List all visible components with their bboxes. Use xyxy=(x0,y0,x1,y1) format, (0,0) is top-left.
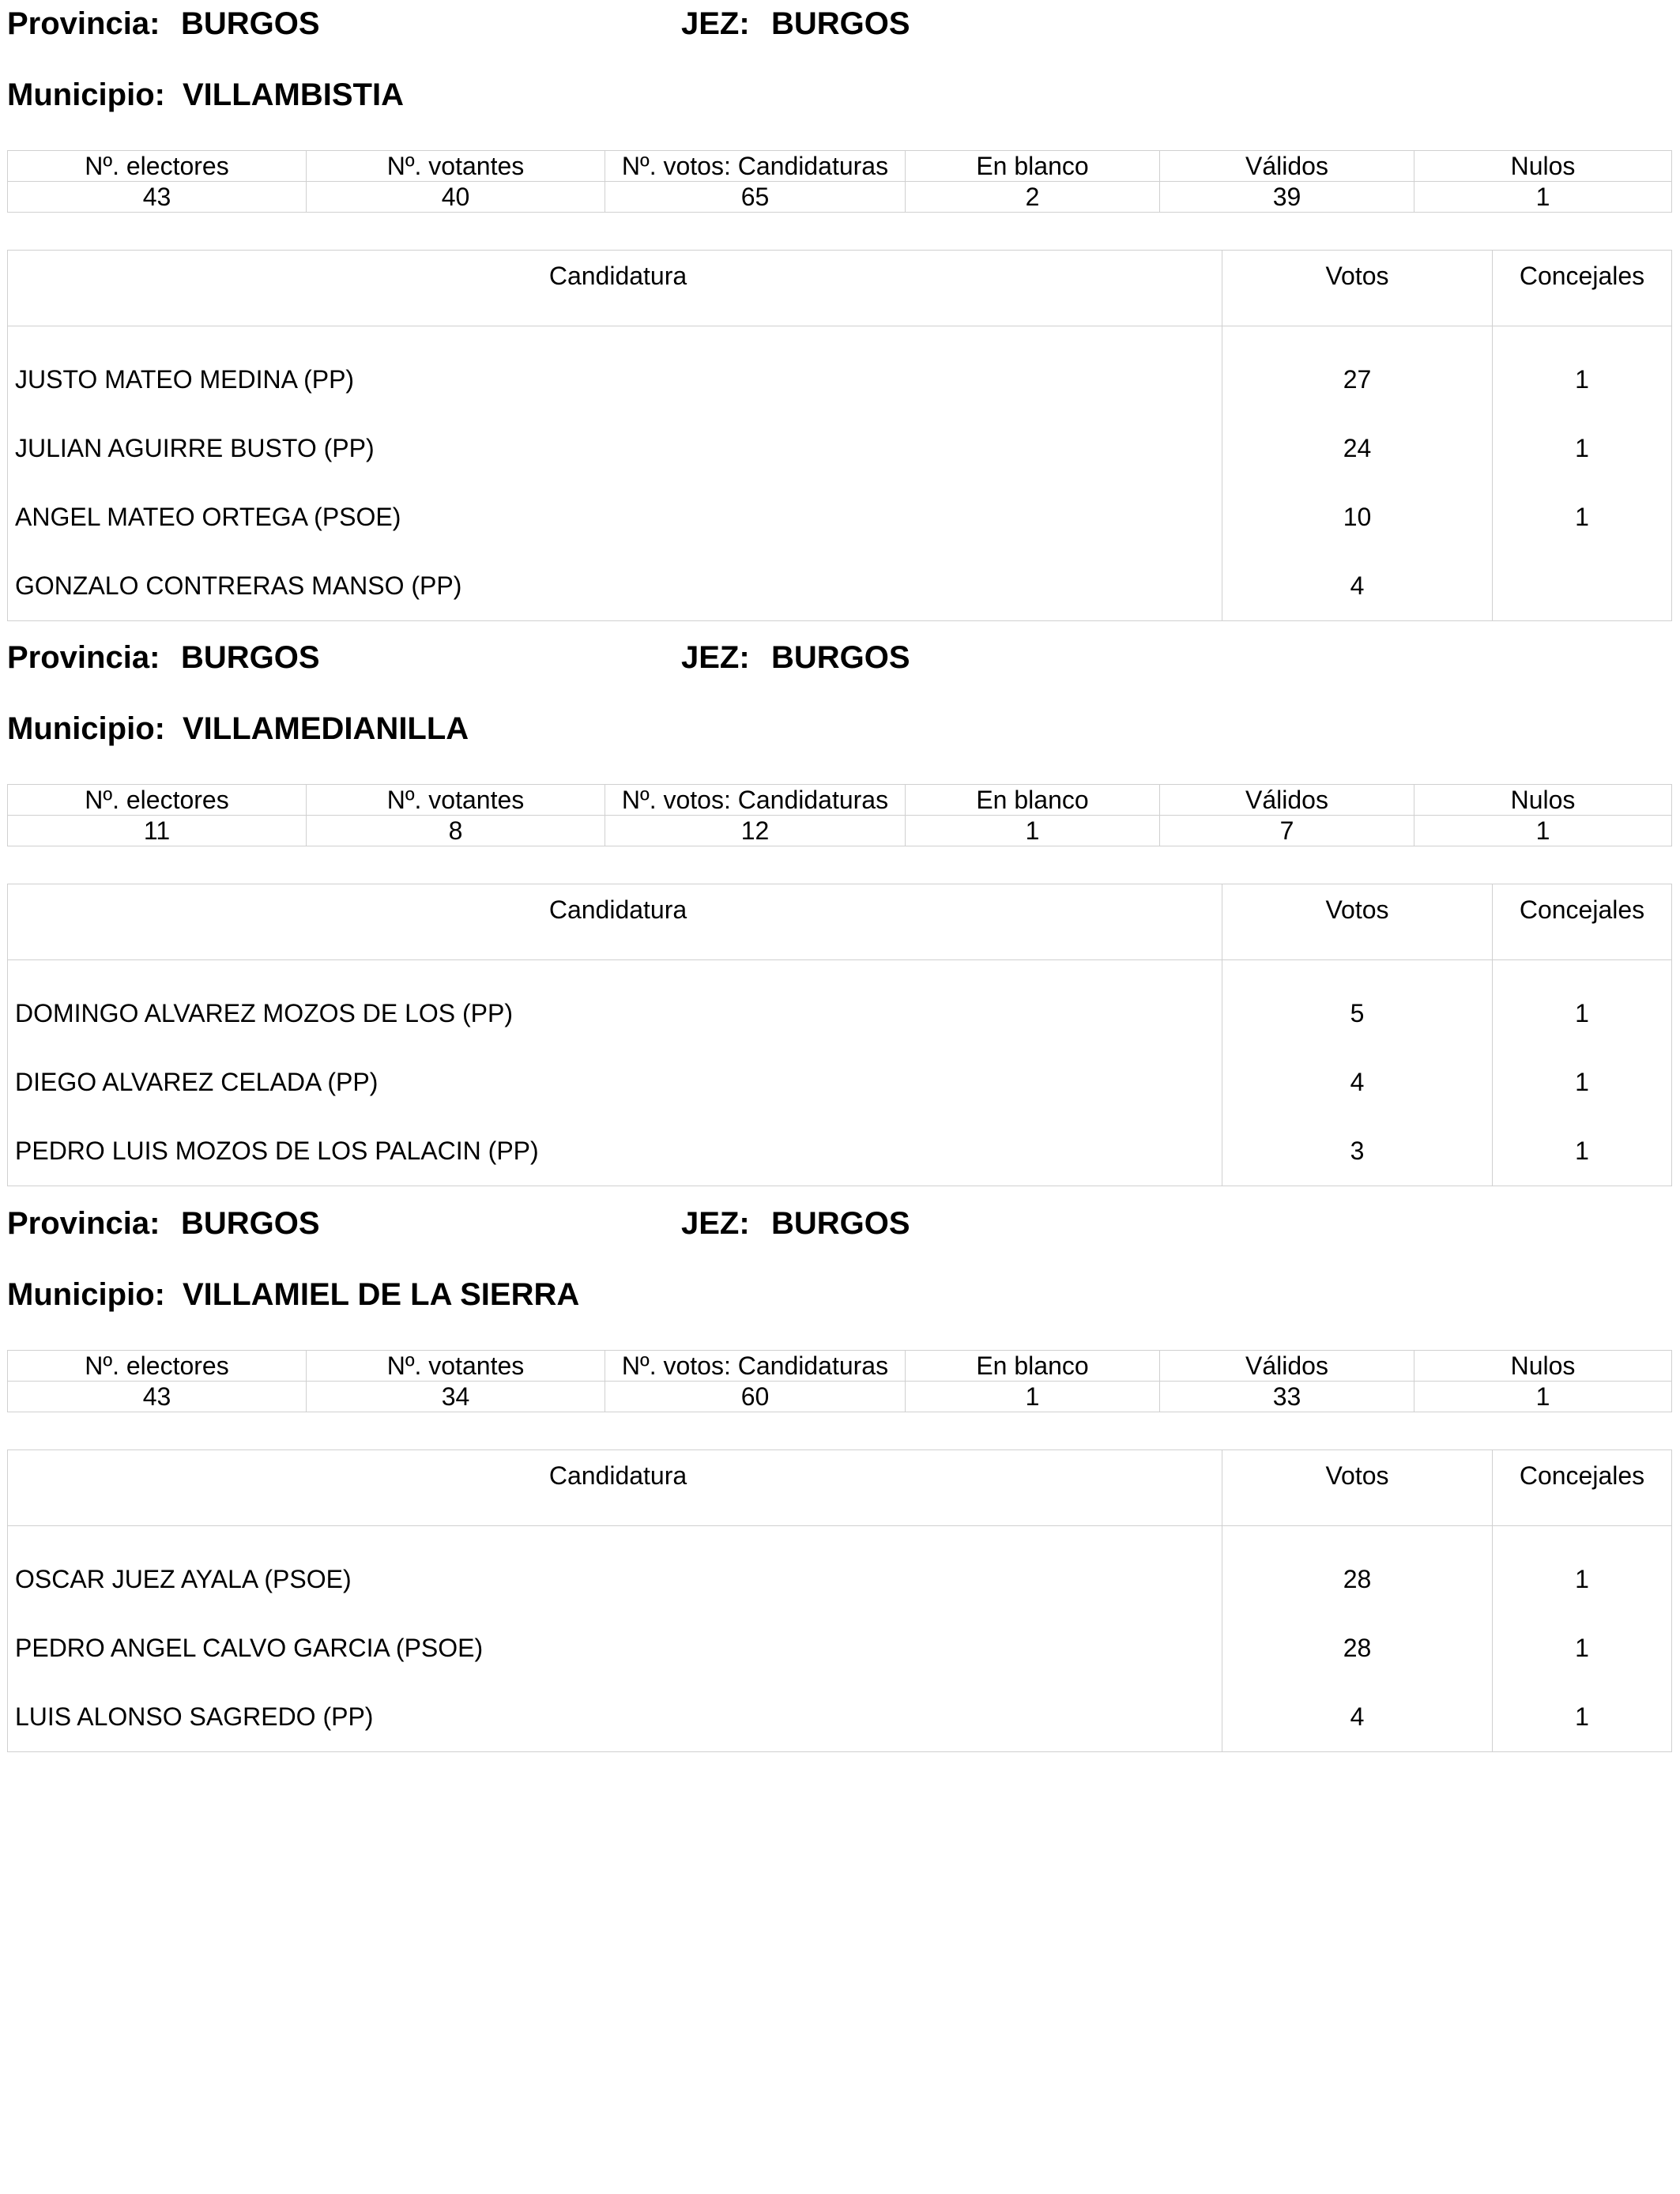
summary-header-cell: Válidos xyxy=(1160,1351,1414,1382)
votos-header: Votos xyxy=(1222,1450,1493,1526)
summary-header-row xyxy=(8,1351,1672,1382)
candidate-concejales xyxy=(1493,552,1672,621)
table-row xyxy=(8,960,1672,1049)
jez-value: BURGOS xyxy=(771,640,910,675)
summary-header-cell: Nº. votantes xyxy=(307,785,605,816)
municipio-value: VILLAMBISTIA xyxy=(183,77,404,112)
summary-table xyxy=(7,784,1672,846)
summary-header-cell: Válidos xyxy=(1160,785,1414,816)
table-row xyxy=(8,326,1672,415)
table-row xyxy=(8,552,1672,621)
summary-header-cell: Nulos xyxy=(1414,151,1672,182)
candidates-header-row xyxy=(8,1450,1672,1526)
candidate-name: PEDRO LUIS MOZOS DE LOS PALACIN (PP) xyxy=(15,1137,539,1165)
summary-value-cell: 8 xyxy=(307,816,605,846)
summary-table xyxy=(7,1350,1672,1412)
summary-value-cell: 40 xyxy=(307,182,605,213)
provincia-jez-line xyxy=(7,634,1671,680)
summary-value-row xyxy=(8,182,1672,213)
jez-label: JEZ: xyxy=(681,1206,750,1241)
municipio-label: Municipio: xyxy=(7,77,165,112)
concejales-header: Concejales xyxy=(1493,251,1672,326)
candidatura-header: Candidatura xyxy=(8,884,1222,960)
jez-value: BURGOS xyxy=(771,6,910,41)
summary-header-row xyxy=(8,785,1672,816)
summary-value-cell: 1 xyxy=(906,816,1160,846)
summary-value-cell: 65 xyxy=(605,182,906,213)
concejales-header: Concejales xyxy=(1493,1450,1672,1526)
municipio-value: VILLAMIEL DE LA SIERRA xyxy=(183,1277,580,1312)
summary-header-cell: Nº. votos: Candidaturas xyxy=(605,151,906,182)
candidate-name: DIEGO ALVAREZ CELADA (PP) xyxy=(15,1068,379,1096)
provincia-label: Provincia: xyxy=(7,6,160,41)
table-row xyxy=(8,1683,1672,1752)
table-row xyxy=(8,1117,1672,1186)
candidates-header-row xyxy=(8,884,1672,960)
table-row xyxy=(8,1526,1672,1615)
provincia-jez-line xyxy=(7,0,1671,46)
summary-value-cell: 60 xyxy=(605,1382,906,1412)
concejales-header: Concejales xyxy=(1493,884,1672,960)
provincia-value: BURGOS xyxy=(181,1206,320,1241)
summary-value-cell: 34 xyxy=(307,1382,605,1412)
candidate-name: OSCAR JUEZ AYALA (PSOE) xyxy=(15,1565,352,1593)
municipio-line xyxy=(7,1277,1671,1323)
candidate-votos: 5 xyxy=(1222,960,1493,1049)
summary-header-cell: En blanco xyxy=(906,785,1160,816)
summary-value-cell: 1 xyxy=(1414,1382,1672,1412)
table-row xyxy=(8,1614,1672,1683)
candidate-concejales: 1 xyxy=(1493,1614,1672,1683)
municipio-value: VILLAMEDIANILLA xyxy=(183,711,469,746)
jez-value: BURGOS xyxy=(771,1206,910,1241)
municipio-block xyxy=(7,634,1671,1186)
summary-value-cell: 43 xyxy=(8,1382,307,1412)
candidate-name: PEDRO ANGEL CALVO GARCIA (PSOE) xyxy=(15,1634,484,1662)
summary-header-cell: Nº. votantes xyxy=(307,1351,605,1382)
municipio-line xyxy=(7,77,1671,123)
candidates-table xyxy=(7,250,1672,621)
summary-header-cell: Válidos xyxy=(1160,151,1414,182)
summary-header-row xyxy=(8,151,1672,182)
municipio-block xyxy=(7,0,1671,621)
summary-header-cell: Nº. electores xyxy=(8,151,307,182)
summary-value-cell: 33 xyxy=(1160,1382,1414,1412)
candidate-votos: 4 xyxy=(1222,1683,1493,1752)
summary-value-cell: 12 xyxy=(605,816,906,846)
candidate-concejales: 1 xyxy=(1493,960,1672,1049)
municipio-line xyxy=(7,711,1671,757)
candidate-votos: 28 xyxy=(1222,1526,1493,1615)
provincia-value: BURGOS xyxy=(181,640,320,675)
candidate-votos: 4 xyxy=(1222,1048,1493,1117)
candidate-votos: 24 xyxy=(1222,414,1493,483)
candidate-concejales: 1 xyxy=(1493,1117,1672,1186)
candidate-concejales: 1 xyxy=(1493,483,1672,552)
summary-header-cell: Nº. electores xyxy=(8,1351,307,1382)
candidate-concejales: 1 xyxy=(1493,1683,1672,1752)
candidates-header-row xyxy=(8,251,1672,326)
candidate-name: DOMINGO ALVAREZ MOZOS DE LOS (PP) xyxy=(15,999,514,1027)
candidates-table xyxy=(7,884,1672,1186)
table-row xyxy=(8,483,1672,552)
summary-value-row xyxy=(8,1382,1672,1412)
summary-value-row xyxy=(8,816,1672,846)
candidate-votos: 4 xyxy=(1222,552,1493,621)
candidate-votos: 27 xyxy=(1222,326,1493,415)
candidatura-header: Candidatura xyxy=(8,251,1222,326)
municipio-label: Municipio: xyxy=(7,711,165,746)
candidate-concejales: 1 xyxy=(1493,414,1672,483)
summary-value-cell: 1 xyxy=(1414,182,1672,213)
summary-header-cell: Nº. votos: Candidaturas xyxy=(605,1351,906,1382)
summary-header-cell: Nulos xyxy=(1414,1351,1672,1382)
summary-value-cell: 7 xyxy=(1160,816,1414,846)
candidate-concejales: 1 xyxy=(1493,326,1672,415)
candidate-concejales: 1 xyxy=(1493,1526,1672,1615)
table-row xyxy=(8,414,1672,483)
municipio-label: Municipio: xyxy=(7,1277,165,1312)
jez-label: JEZ: xyxy=(681,640,750,675)
candidate-name: GONZALO CONTRERAS MANSO (PP) xyxy=(15,571,462,600)
summary-value-cell: 39 xyxy=(1160,182,1414,213)
summary-table xyxy=(7,150,1672,213)
jez-label: JEZ: xyxy=(681,6,750,41)
summary-header-cell: Nulos xyxy=(1414,785,1672,816)
candidate-name: LUIS ALONSO SAGREDO (PP) xyxy=(15,1702,374,1731)
summary-header-cell: Nº. votos: Candidaturas xyxy=(605,785,906,816)
summary-value-cell: 2 xyxy=(906,182,1160,213)
candidate-name: JULIAN AGUIRRE BUSTO (PP) xyxy=(15,434,375,462)
summary-header-cell: En blanco xyxy=(906,1351,1160,1382)
votos-header: Votos xyxy=(1222,251,1493,326)
summary-value-cell: 11 xyxy=(8,816,307,846)
candidate-name: JUSTO MATEO MEDINA (PP) xyxy=(15,365,355,394)
candidatura-header: Candidatura xyxy=(8,1450,1222,1526)
summary-header-cell: Nº. electores xyxy=(8,785,307,816)
candidate-votos: 28 xyxy=(1222,1614,1493,1683)
provincia-label: Provincia: xyxy=(7,640,160,675)
table-row xyxy=(8,1048,1672,1117)
provincia-jez-line xyxy=(7,1200,1671,1246)
votos-header: Votos xyxy=(1222,884,1493,960)
summary-value-cell: 1 xyxy=(1414,816,1672,846)
candidate-votos: 3 xyxy=(1222,1117,1493,1186)
provincia-value: BURGOS xyxy=(181,6,320,41)
summary-header-cell: Nº. votantes xyxy=(307,151,605,182)
candidate-concejales: 1 xyxy=(1493,1048,1672,1117)
summary-header-cell: En blanco xyxy=(906,151,1160,182)
candidate-votos: 10 xyxy=(1222,483,1493,552)
municipio-block xyxy=(7,1200,1671,1752)
candidate-name: ANGEL MATEO ORTEGA (PSOE) xyxy=(15,503,401,531)
summary-value-cell: 1 xyxy=(906,1382,1160,1412)
summary-value-cell: 43 xyxy=(8,182,307,213)
provincia-label: Provincia: xyxy=(7,1206,160,1241)
candidates-table xyxy=(7,1449,1672,1752)
